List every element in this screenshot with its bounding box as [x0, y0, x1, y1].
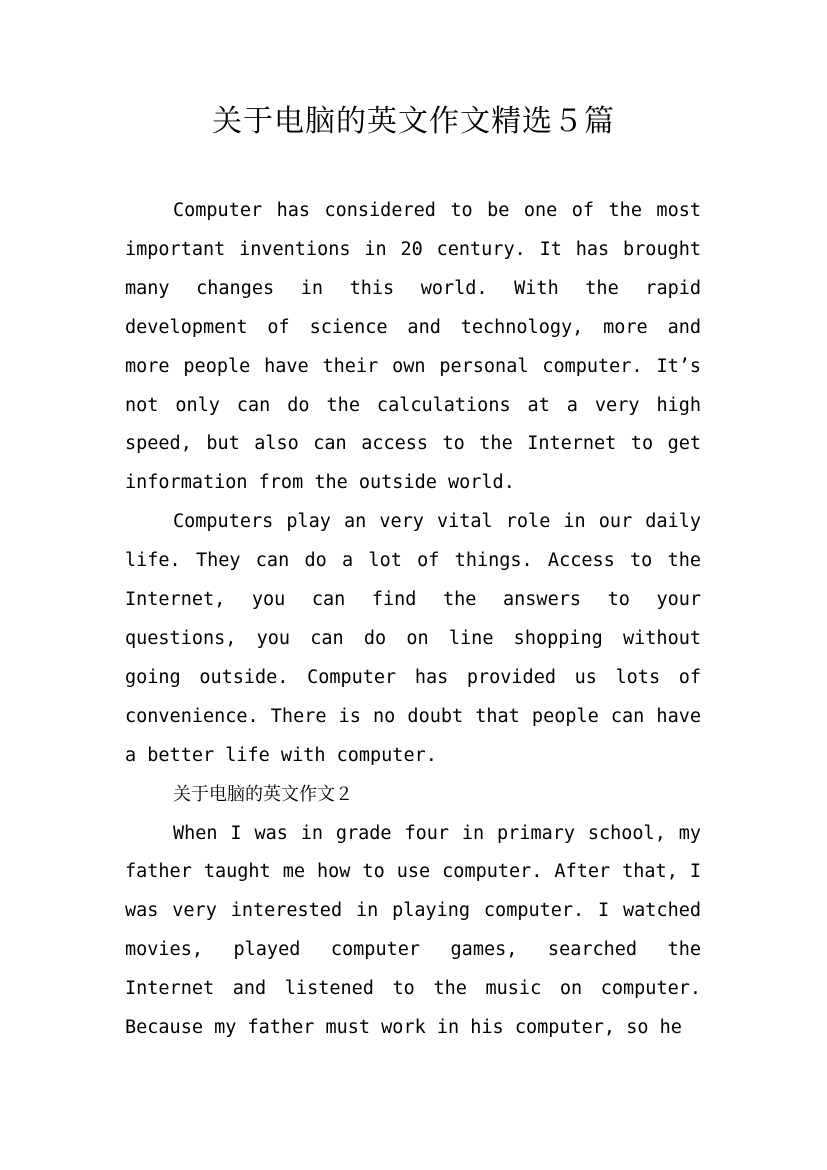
section-heading: 关于电脑的英文作文２ — [173, 783, 353, 805]
paragraph-1: Computer has considered to be one of the most important inventions in 20 century. It has brought many changes in this world. With the rapid development of science and technology, more and more people have their own personal computer. It’s not only can do the calculations at a very high speed, but also can access to the Internet to get information from the outside world. — [125, 200, 701, 494]
page-title: 关于电脑的英文作文精选５篇 — [212, 104, 615, 139]
paragraph-2: Computers play an very vital role in our daily life. They can do a lot of things. Access to the Internet, you can find the answers to your questions, you can do on line shopping without going outside. Computer has provided us lots of convenience. There is no doubt that people can have a better life with computer. — [125, 511, 701, 766]
paragraph-3: When I was in grade four in primary school, my father taught me how to use computer. After that, I was very interested in playing computer. I watched movies, played computer games, searched the Internet and listened to the music on computer. Because my father must work in his computer, so he — [125, 822, 701, 1039]
document-body — [125, 192, 701, 1048]
